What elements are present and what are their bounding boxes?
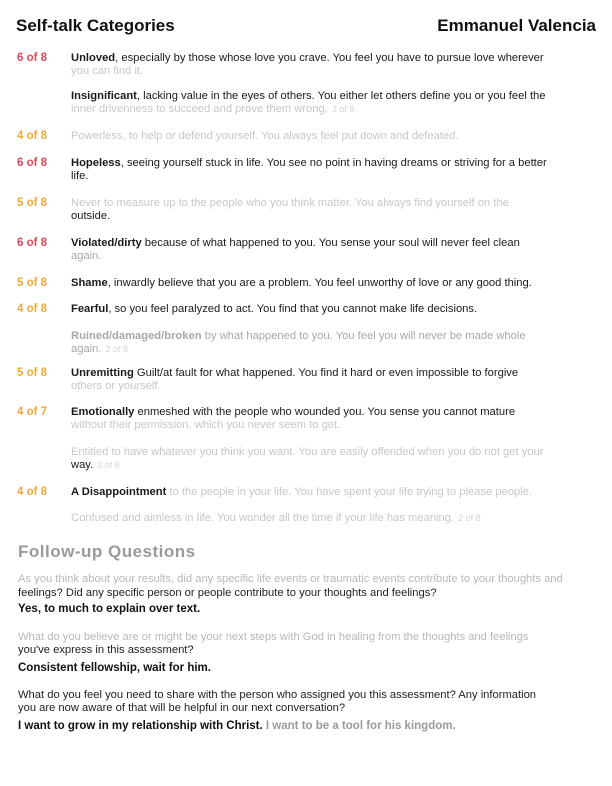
category-text — [71, 197, 593, 223]
score-label: 6 of 8 — [17, 52, 48, 64]
score-label: 4 of 8 — [17, 130, 48, 142]
category-text — [71, 446, 593, 472]
category-description-cont: life. — [71, 170, 89, 182]
category-description: Confused and aimless in life. You wonder all the time if your life has meaning. — [71, 512, 455, 524]
category-description: to the people in your life. You have spent your life trying to please people. — [166, 486, 533, 498]
question-3-line-1: What do you feel you need to share with the person who assigned you this assessment? Any information — [18, 689, 537, 701]
category-description: Never to measure up to the people who you think matter. You always find yourself on the — [71, 197, 509, 209]
answer-1: Yes, to much to explain over text. — [18, 603, 201, 615]
category-text — [71, 277, 593, 290]
category-text — [71, 237, 593, 263]
question-2-line-1: What do you believe are or might be your next steps with God in healing from the thoughts and feelings — [18, 631, 529, 643]
score-label: 5 of 8 — [17, 197, 48, 209]
category-description-cont: inner drivenness to succeed and prove them wrong. — [71, 103, 328, 115]
category-name: Violated/dirty — [71, 237, 142, 249]
category-name: Shame — [71, 277, 108, 289]
category-description-cont: again. — [71, 343, 102, 355]
question-1: feelings? Did any specific person or people contribute to your thoughts and feelings? — [18, 587, 437, 599]
category-description-cont: outside. — [71, 210, 111, 222]
category-text — [71, 52, 593, 78]
category-description-cont: others or yourself. — [71, 380, 161, 392]
inline-score: 2 of 8 — [105, 344, 129, 354]
category-name: Unloved — [71, 52, 116, 64]
question-2 — [18, 631, 598, 657]
inline-score: 2 of 8 — [458, 513, 481, 523]
question-2-line-2: you've express in this assessment? — [18, 644, 194, 656]
category-text — [71, 157, 593, 183]
score-label: 4 of 8 — [17, 486, 48, 498]
category-text — [71, 512, 593, 525]
category-name: Emotionally — [71, 406, 135, 418]
page-header — [16, 16, 596, 40]
score-label: 6 of 8 — [17, 157, 48, 169]
score-label: 4 of 8 — [17, 303, 48, 315]
answer-3-part-1: I want to grow in my relationship with Christ. — [18, 720, 263, 732]
category-description: by what happened to you. You feel you will never be made whole — [201, 330, 526, 342]
inline-score: 3 of 8 — [97, 460, 120, 470]
category-name: Hopeless — [71, 157, 121, 169]
answer-3 — [18, 720, 598, 732]
category-text — [71, 486, 593, 499]
score-label: 6 of 8 — [17, 237, 48, 249]
person-name: Emmanuel Valencia — [437, 16, 596, 35]
category-description-cont: way. — [71, 459, 94, 471]
category-text: Powerless, to help or defend yourself. You always feel put down and defeated. — [71, 130, 459, 142]
category-name: A Disappointment — [71, 486, 167, 498]
category-description: Guilt/at fault for what happened. You find it hard or even impossible to forgive — [133, 367, 519, 379]
category-name: Insignificant — [71, 90, 137, 102]
category-name: Ruined/damaged/broken — [71, 330, 202, 342]
question-3-line-2: you are now aware of that will be helpful in our next conversation? — [18, 702, 346, 714]
question-3 — [18, 689, 598, 715]
category-description: , so you feel paralyzed to act. You find that you cannot make life decisions. — [108, 303, 478, 315]
category-description: because of what happened to you. You sense your soul will never feel clean — [141, 237, 520, 249]
answer-3-part-2: I want to be a tool for his kingdom. — [262, 720, 456, 732]
category-text — [71, 90, 593, 116]
category-description: , seeing yourself stuck in life. You see no point in having dreams or striving for a better — [120, 157, 547, 169]
category-description-cont: you can find it. — [71, 65, 144, 77]
category-text — [71, 367, 593, 393]
category-text — [71, 406, 593, 432]
category-text — [71, 303, 593, 316]
category-name: Fearful — [71, 303, 109, 315]
category-text — [71, 330, 593, 356]
answer-2: Consistent fellowship, wait for him. — [18, 662, 211, 674]
category-description: , lacking value in the eyes of others. You either let others define you or you feel the — [136, 90, 546, 102]
category-description: , especially by those whose love you crave. You feel you have to pursue love wherever — [115, 52, 544, 64]
page-title: Self-talk Categories — [16, 16, 175, 35]
category-description-cont: without their permission, which you never seem to get. — [71, 419, 341, 431]
question-1-intro: As you think about your results, did any specific life events or traumatic events contribute to your thoughts and — [18, 573, 563, 585]
score-label: 5 of 8 — [17, 277, 48, 289]
category-description: enmeshed with the people who wounded you. You sense you cannot mature — [134, 406, 516, 418]
inline-score: 3 of 8 — [331, 104, 355, 114]
category-description: , inwardly believe that you are a problem. You feel unworthy of love or any good thing. — [107, 277, 532, 289]
followup-title: Follow-up Questions — [18, 542, 196, 561]
score-label: 4 of 7 — [17, 406, 48, 418]
score-label: 5 of 8 — [17, 367, 48, 379]
category-name: Unremitting — [71, 367, 134, 379]
category-description: Entitled to have whatever you think you want. You are easily offended when you do not get your — [71, 446, 544, 458]
category-description-cont: again. — [71, 250, 102, 262]
